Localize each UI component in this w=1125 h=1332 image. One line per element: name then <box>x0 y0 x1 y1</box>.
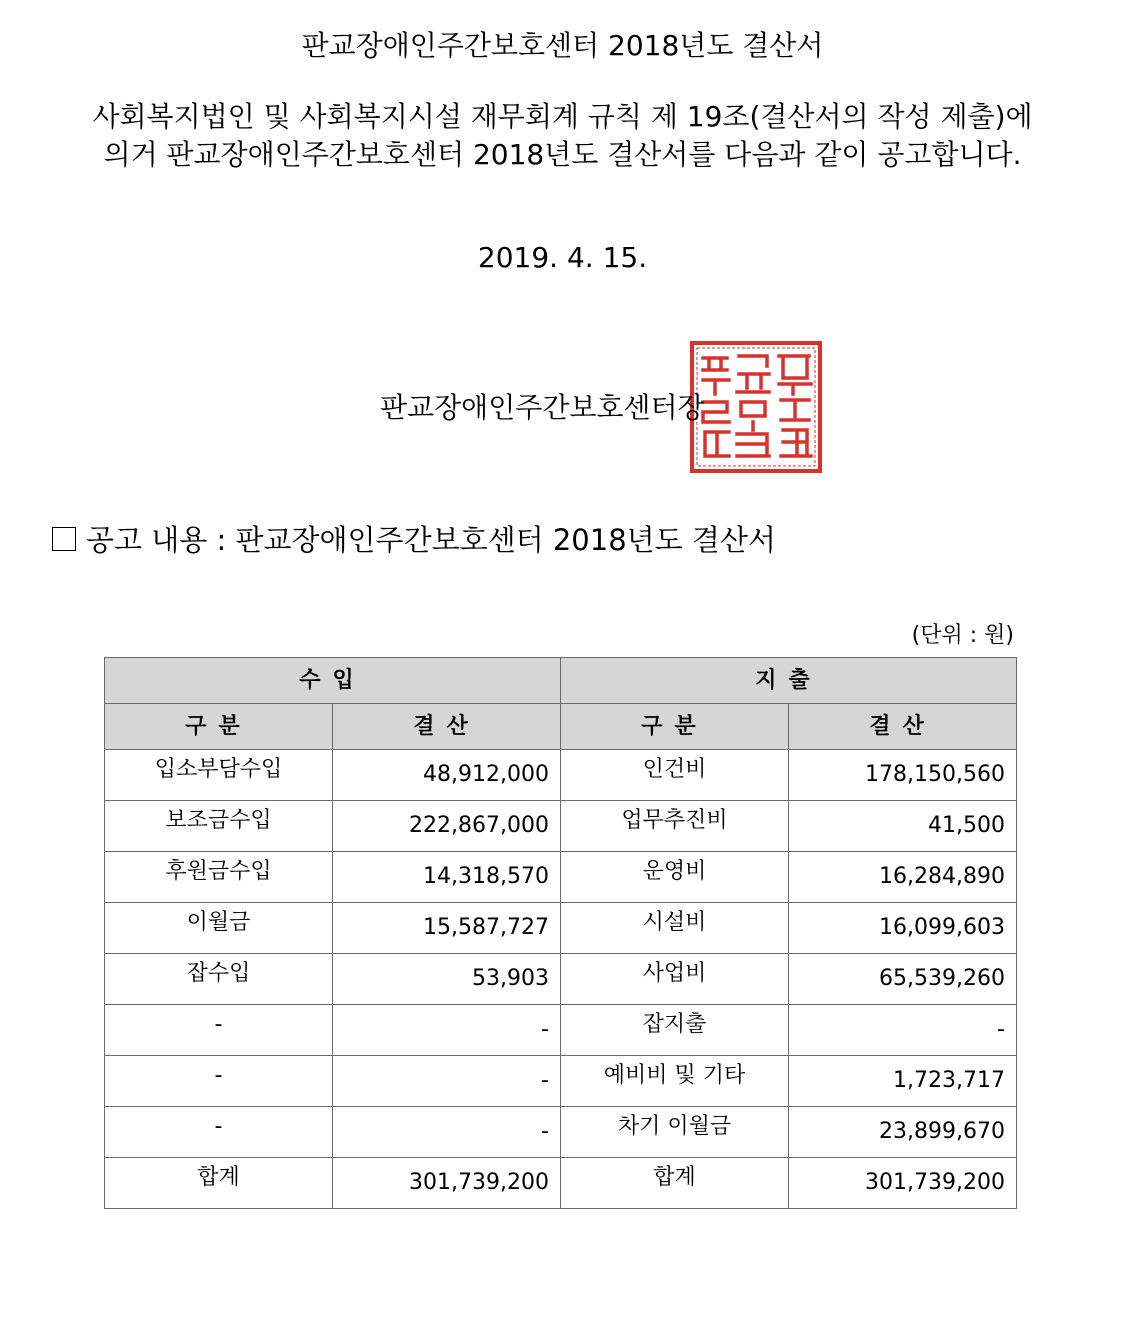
expense-amount-cell: 301,739,200 <box>789 1158 1017 1209</box>
income-amount-cell: - <box>333 1005 561 1056</box>
expense-header: 지출 <box>561 658 1017 704</box>
income-item-cell: - <box>105 1107 333 1158</box>
expense-amount-cell: 65,539,260 <box>789 954 1017 1005</box>
seal-border <box>692 343 820 471</box>
income-amount-cell: 53,903 <box>333 954 561 1005</box>
expense-amount-cell: 178,150,560 <box>789 750 1017 801</box>
income-amount-cell: - <box>333 1107 561 1158</box>
expense-amount-cell: - <box>789 1005 1017 1056</box>
expense-item-cell: 인건비 <box>561 750 789 801</box>
table-sub-header-row <box>105 704 1017 750</box>
income-item-cell: 잡수입 <box>105 954 333 1005</box>
intro-line-1: 사회복지법인 및 사회복지시설 재무회계 규칙 제 19조(결산서의 작성 제출)에 <box>92 100 1033 133</box>
table-group-header-row <box>105 658 1017 704</box>
table-row <box>105 801 1017 852</box>
expense-item-cell: 업무추진비 <box>561 801 789 852</box>
expense-amount-cell: 41,500 <box>789 801 1017 852</box>
expense-amount-cell: 1,723,717 <box>789 1056 1017 1107</box>
expense-amount-cell: 16,284,890 <box>789 852 1017 903</box>
table-row <box>105 954 1017 1005</box>
signatory-name: 판교장애인주간보호센터장 <box>380 391 705 424</box>
settlement-table <box>104 657 1017 1209</box>
income-amount-cell: 222,867,000 <box>333 801 561 852</box>
document-title: 판교장애인주간보호센터 2018년도 결산서 <box>301 29 824 62</box>
official-seal <box>689 340 823 474</box>
table-row <box>105 1107 1017 1158</box>
announcement-date: 2019. 4. 15. <box>477 241 648 274</box>
income-amount-cell: 15,587,727 <box>333 903 561 954</box>
expense-amount-header: 결산 <box>789 704 1017 750</box>
table-total-row <box>105 1158 1017 1209</box>
income-amount-cell: 301,739,200 <box>333 1158 561 1209</box>
expense-item-cell: 운영비 <box>561 852 789 903</box>
income-category-header: 구분 <box>105 704 333 750</box>
income-amount-cell: 14,318,570 <box>333 852 561 903</box>
income-item-cell: 합계 <box>105 1158 333 1209</box>
expense-item-cell: 합계 <box>561 1158 789 1209</box>
income-item-cell: 입소부담수입 <box>105 750 333 801</box>
income-item-cell: - <box>105 1056 333 1107</box>
table-row <box>105 1056 1017 1107</box>
table-row <box>105 852 1017 903</box>
income-item-cell: 이월금 <box>105 903 333 954</box>
expense-item-cell: 잡지출 <box>561 1005 789 1056</box>
income-amount-cell: - <box>333 1056 561 1107</box>
expense-amount-cell: 16,099,603 <box>789 903 1017 954</box>
income-amount-cell: 48,912,000 <box>333 750 561 801</box>
notice-text: 공고 내용 : 판교장애인주간보호센터 2018년도 결산서 <box>86 523 776 557</box>
expense-item-cell: 예비비 및 기타 <box>561 1056 789 1107</box>
income-item-cell: 후원금수입 <box>105 852 333 903</box>
income-item-cell: 보조금수입 <box>105 801 333 852</box>
income-header: 수입 <box>105 658 561 704</box>
table-row <box>105 750 1017 801</box>
table-row <box>105 903 1017 954</box>
income-item-cell: - <box>105 1005 333 1056</box>
expense-item-cell: 시설비 <box>561 903 789 954</box>
expense-item-cell: 사업비 <box>561 954 789 1005</box>
expense-item-cell: 차기 이월금 <box>561 1107 789 1158</box>
checkbox-square-icon <box>52 527 76 551</box>
expense-category-header: 구분 <box>561 704 789 750</box>
income-amount-header: 결산 <box>333 704 561 750</box>
notice-line <box>52 520 776 560</box>
unit-label: (단위 : 원) <box>911 623 1014 648</box>
expense-amount-cell: 23,899,670 <box>789 1107 1017 1158</box>
intro-line-2: 의거 판교장애인주간보호센터 2018년도 결산서를 다음과 같이 공고합니다. <box>103 138 1022 171</box>
table-row <box>105 1005 1017 1056</box>
